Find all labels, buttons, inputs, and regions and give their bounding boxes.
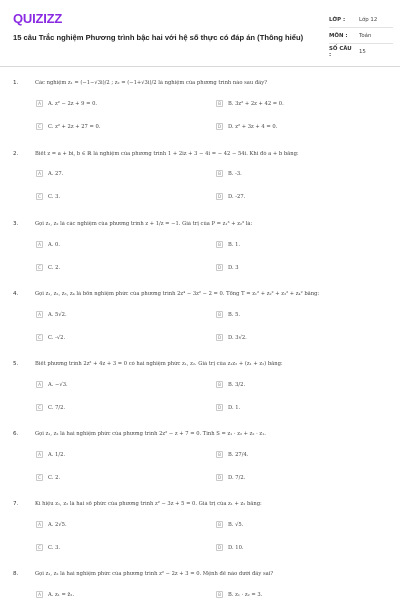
- option-c[interactable]: [36, 121, 100, 132]
- meta-row-subject: [329, 28, 393, 44]
- option-letter-box: A: [36, 241, 43, 248]
- option-text: A. 0.: [48, 241, 60, 248]
- option-letter-box: B: [216, 451, 223, 458]
- option-c[interactable]: [36, 402, 65, 413]
- option-b[interactable]: [216, 239, 240, 250]
- option-d[interactable]: [216, 402, 240, 413]
- option-text: D. -27.: [228, 193, 246, 200]
- option-text: D. 1.: [228, 404, 241, 411]
- option-b[interactable]: [216, 168, 242, 179]
- option-letter-box: D: [217, 335, 222, 340]
- option-letter-box: C: [36, 474, 43, 481]
- option-a[interactable]: [36, 309, 67, 320]
- option-a[interactable]: [36, 519, 67, 530]
- option-b[interactable]: [216, 449, 248, 460]
- question-number: 3.: [13, 221, 19, 227]
- option-letter-box: A: [36, 170, 43, 177]
- option-text: A. z² − 2z + 9 = 0.: [48, 100, 98, 107]
- option-letter-box: B: [216, 591, 223, 598]
- option-text: B. 5.: [228, 311, 241, 318]
- meta-label: SỐ CÂU :: [329, 45, 352, 58]
- option-text: A. 1/2.: [48, 451, 66, 458]
- option-d[interactable]: [216, 191, 245, 202]
- option-text: B. -3.: [228, 170, 242, 177]
- option-d[interactable]: [216, 121, 277, 132]
- meta-value: 15: [359, 48, 366, 55]
- option-letter-box: B: [216, 241, 223, 248]
- option-letter-box: D: [217, 124, 222, 129]
- option-letter-box: A: [36, 311, 43, 318]
- option-d[interactable]: [216, 332, 247, 343]
- document-title: 15 câu Trắc nghiệm Phương trình bậc hai với hệ số thực có đáp án (Thông hiểu): [13, 33, 304, 42]
- option-letter-box: C: [36, 193, 43, 200]
- option-text: B. 27/4.: [228, 451, 249, 458]
- question-text: Gọi z₁, z₂ là hai nghiệm phức của phương trình z² − 2z + 3 = 0. Mệnh đề nào dưới đây sai?: [35, 571, 274, 577]
- option-letter-box: C: [36, 334, 43, 341]
- meta-value: Toán: [359, 32, 372, 39]
- question-number: 1.: [13, 80, 19, 86]
- option-b[interactable]: [216, 519, 243, 530]
- option-text: A. 27.: [48, 170, 64, 177]
- quizizz-logo: QUIZIZZ: [13, 11, 63, 26]
- option-c[interactable]: [36, 262, 60, 273]
- option-c[interactable]: [36, 542, 60, 553]
- option-text: B. √5.: [228, 521, 244, 528]
- option-d[interactable]: [216, 472, 245, 483]
- option-text: D. 7/2.: [228, 474, 246, 481]
- option-b[interactable]: [216, 589, 262, 600]
- option-text: C. 3.: [48, 193, 61, 200]
- option-text: D. 10.: [228, 544, 244, 551]
- question-text: Các nghiệm z₁ = (−1−√3i)/2 ; z₂ = (−1+√3i)/2 là nghiệm của phương trình nào sau đây?: [35, 80, 267, 86]
- option-letter-box: B: [216, 311, 223, 318]
- question-text: Gọi z₁, z₂, z₃, z₄ là bốn nghiệm phức của phương trình 2z⁴ − 3z² − 2 = 0. Tổng T = z₁² + z₂² + z₃² + z₄² bằng:: [35, 291, 320, 297]
- option-text: C. 2.: [48, 264, 61, 271]
- meta-label: MÔN :: [329, 32, 348, 39]
- option-letter-box: C: [36, 544, 43, 551]
- option-text: C. 7/2.: [48, 404, 66, 411]
- option-letter-box: B: [216, 521, 223, 528]
- option-c[interactable]: [36, 472, 60, 483]
- document-header: [0, 0, 400, 67]
- option-letter-box: D: [217, 475, 222, 480]
- option-text: C. 2.: [48, 474, 61, 481]
- question-text: Biết z = a + bi, b ∈ ℝ là nghiệm của phương trình 1 + 2iz + 3 − 4i = − 42 − 54i. Khi đó a + b bằng:: [35, 151, 299, 157]
- option-text: A. z₁ = z̄₂.: [48, 591, 74, 598]
- option-letter-box: C: [36, 123, 43, 130]
- option-letter-box: D: [217, 405, 222, 410]
- option-d[interactable]: [216, 262, 239, 273]
- option-b[interactable]: [216, 379, 245, 390]
- option-text: B. z₁ · z₂ = 3.: [228, 591, 263, 598]
- option-letter-box: A: [36, 381, 43, 388]
- meta-value: Lớp 12: [359, 16, 378, 23]
- option-letter-box: A: [36, 100, 43, 107]
- question-text: Gọi z₁, z₂ là các nghiệm của phương trình z + 1/z = −1. Giá trị của P = z₁³ + z₂³ là:: [35, 221, 253, 227]
- option-text: C. 3.: [48, 544, 61, 551]
- meta-label: LỚP :: [329, 16, 346, 23]
- option-text: D. z² + 3z + 4 = 0.: [228, 123, 278, 130]
- option-letter-box: D: [217, 265, 222, 270]
- question-number: 8.: [13, 571, 19, 577]
- option-text: A. 2√5.: [48, 521, 67, 528]
- question-text: Kí hiệu z₁, z₂ là hai số phức của phương trình z² − 3z + 5 = 0. Giá trị của z₁ + z₂ bằng:: [35, 501, 262, 507]
- option-a[interactable]: [36, 589, 74, 600]
- question-number: 2.: [13, 151, 19, 157]
- option-text: B. 1.: [228, 241, 241, 248]
- option-c[interactable]: [36, 191, 60, 202]
- option-text: D. 3√2.: [228, 334, 247, 341]
- option-b[interactable]: [216, 98, 284, 109]
- option-a[interactable]: [36, 239, 60, 250]
- option-a[interactable]: [36, 449, 65, 460]
- question-text: Biết phương trình 2z² + 4z + 3 = 0 có hai nghiệm phức z₁, z₂. Giá trị của z₁z₂ + (z₁ + z₂) bằng:: [35, 361, 283, 367]
- option-text: A. −√3.: [48, 381, 68, 388]
- question-number: 5.: [13, 361, 19, 367]
- question-number: 7.: [13, 501, 19, 507]
- option-text: C. z² + 2z + 27 = 0.: [48, 123, 101, 130]
- option-a[interactable]: [36, 379, 68, 390]
- option-letter-box: D: [217, 194, 222, 199]
- option-letter-box: B: [216, 170, 223, 177]
- option-letter-box: D: [217, 545, 222, 550]
- option-text: A. 5√2.: [48, 311, 67, 318]
- option-letter-box: C: [36, 404, 43, 411]
- option-letter-box: A: [36, 591, 43, 598]
- option-text: B. 3z² + 2z + 42 = 0.: [228, 100, 284, 107]
- meta-row-class: [329, 12, 393, 28]
- option-text: D. 3: [228, 264, 239, 271]
- question-number: 6.: [13, 431, 19, 437]
- option-letter-box: A: [36, 521, 43, 528]
- option-letter-box: A: [36, 451, 43, 458]
- meta-row-count: [329, 44, 393, 59]
- option-text: C. -√2.: [48, 334, 66, 341]
- option-c[interactable]: [36, 332, 65, 343]
- question-text: Gọi z₁, z₂ là hai nghiệm phức của phương trình 2z² − z + 7 = 0. Tính S = z₁ · z₂ + z₂ · z₁.: [35, 431, 266, 437]
- option-a[interactable]: [36, 98, 97, 109]
- option-text: B. 3/2.: [228, 381, 246, 388]
- option-letter-box: B: [216, 100, 223, 107]
- option-b[interactable]: [216, 309, 240, 320]
- option-letter-box: C: [36, 264, 43, 271]
- option-letter-box: B: [216, 381, 223, 388]
- question-number: 4.: [13, 291, 19, 297]
- option-d[interactable]: [216, 542, 244, 553]
- option-a[interactable]: [36, 168, 63, 179]
- meta-info: [329, 12, 393, 59]
